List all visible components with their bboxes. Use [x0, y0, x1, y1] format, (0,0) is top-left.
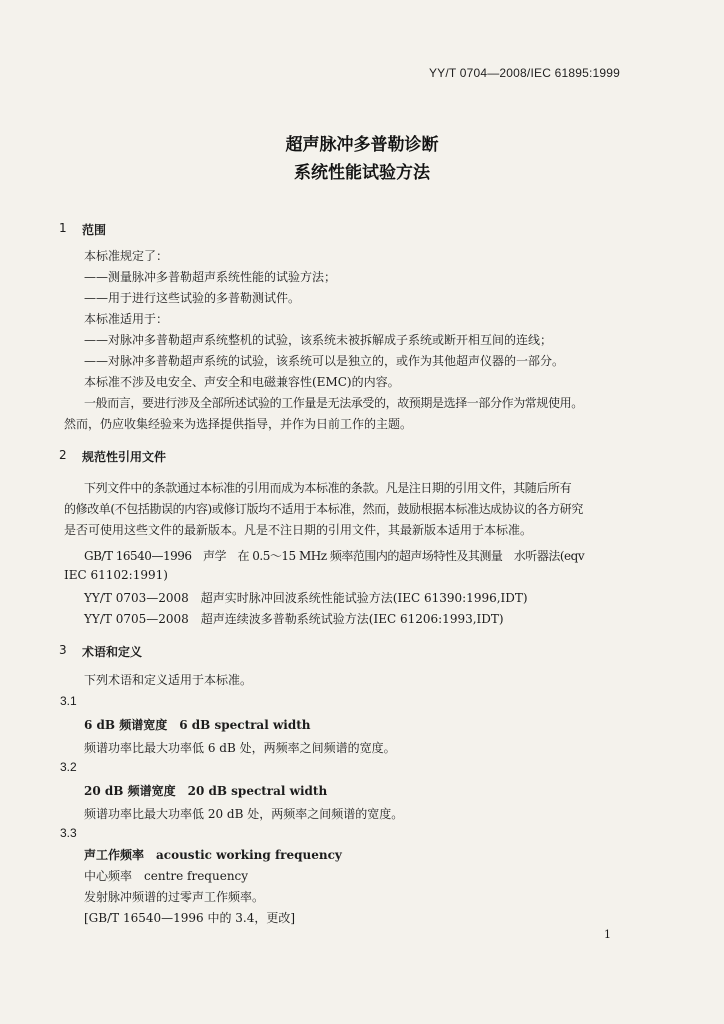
definition: 发射脉冲频谱的过零声工作频率。: [84, 890, 265, 904]
clause-number: 3.3: [60, 826, 77, 840]
section-2-number: 2: [59, 448, 67, 462]
definition: 频谱功率比最大功率低 6 dB 处，两频率之间频谱的宽度。: [84, 741, 396, 755]
section-1-line: 本标准不涉及电安全、声安全和电磁兼容性(EMC)的内容。: [84, 375, 400, 389]
term-acoustic-working-frequency: 声工作频率 acoustic working frequency: [84, 848, 342, 862]
term-20db-spectral-width: 20 dB 频谱宽度 20 dB spectral width: [84, 784, 328, 798]
section-2-heading: 规范性引用文件: [82, 450, 167, 464]
section-1-line: ——测量脉冲多普勒超声系统性能的试验方法；: [84, 270, 337, 284]
section-2-line: 下列文件中的条款通过本标准的引用而成为本标准的条款。凡是注日期的引用文件，其随后所有: [84, 481, 572, 495]
section-1-line: 本标准规定了：: [84, 249, 169, 263]
term-centre-frequency: 中心频率 centre frequency: [84, 869, 249, 883]
section-3-number: 3: [59, 643, 67, 657]
section-1-line: ——对脉冲多普勒超声系统整机的试验，该系统未被拆解成子系统或断开相互间的连线；: [84, 333, 553, 347]
section-1-line: 一般而言，要进行涉及全部所述试验的工作量是无法承受的，故预期是选择一部分作为常规使用。: [84, 396, 583, 410]
section-1-line: 本标准适用于：: [84, 312, 169, 326]
reference-yy-t-0703: YY/T 0703—2008 超声实时脉冲回波系统性能试验方法(IEC 61390:1996,IDT): [84, 591, 528, 605]
section-3-heading: 术语和定义: [82, 645, 143, 659]
section-2-line: 的修改单(不包括勘误的内容)或修订版均不适用于本标准，然而，鼓励根据本标准达成协议的各方研究: [64, 502, 583, 516]
standard-code: YY/T 0704—2008/IEC 61895:1999: [428, 66, 620, 80]
clause-number: 3.2: [60, 760, 77, 774]
reference-yy-t-0705: YY/T 0705—2008 超声连续波多普勒系统试验方法(IEC 61206:1993,IDT): [84, 612, 504, 626]
section-1-heading: 范围: [82, 223, 107, 237]
section-1-line: ——用于进行这些试验的多普勒测试件。: [84, 291, 301, 305]
section-3-intro: 下列术语和定义适用于本标准。: [84, 673, 253, 687]
section-1-number: 1: [59, 221, 67, 235]
definition: 频谱功率比最大功率低 20 dB 处，两频率之间频谱的宽度。: [84, 807, 404, 821]
section-2-line: IEC 61102:1991): [64, 568, 168, 582]
section-2-line: 是否可使用这些文件的最新版本。凡是不注日期的引用文件，其最新版本适用于本标准。: [64, 523, 533, 537]
section-1-line: ——对脉冲多普勒超声系统的试验，该系统可以是独立的，或作为其他超声仪器的一部分。: [84, 354, 565, 368]
page-number: 1: [604, 928, 611, 941]
term-6db-spectral-width: 6 dB 频谱宽度 6 dB spectral width: [84, 718, 311, 732]
title-line-2: 系统性能试验方法: [294, 163, 430, 183]
section-2-line: GB/T 16540—1996 声学 在 0.5～15 MHz 频率范围内的超声场特性及其测量 水听器法(eqv: [84, 549, 585, 563]
section-1-line: 然而，仍应收集经验来为选择提供指导，并作为日前工作的主题。: [64, 417, 413, 431]
definition-source-note: [GB/T 16540—1996 中的 3.4，更改]: [84, 911, 296, 925]
clause-number: 3.1: [60, 694, 77, 708]
title-line-1: 超声脉冲多普勒诊断: [285, 135, 439, 155]
